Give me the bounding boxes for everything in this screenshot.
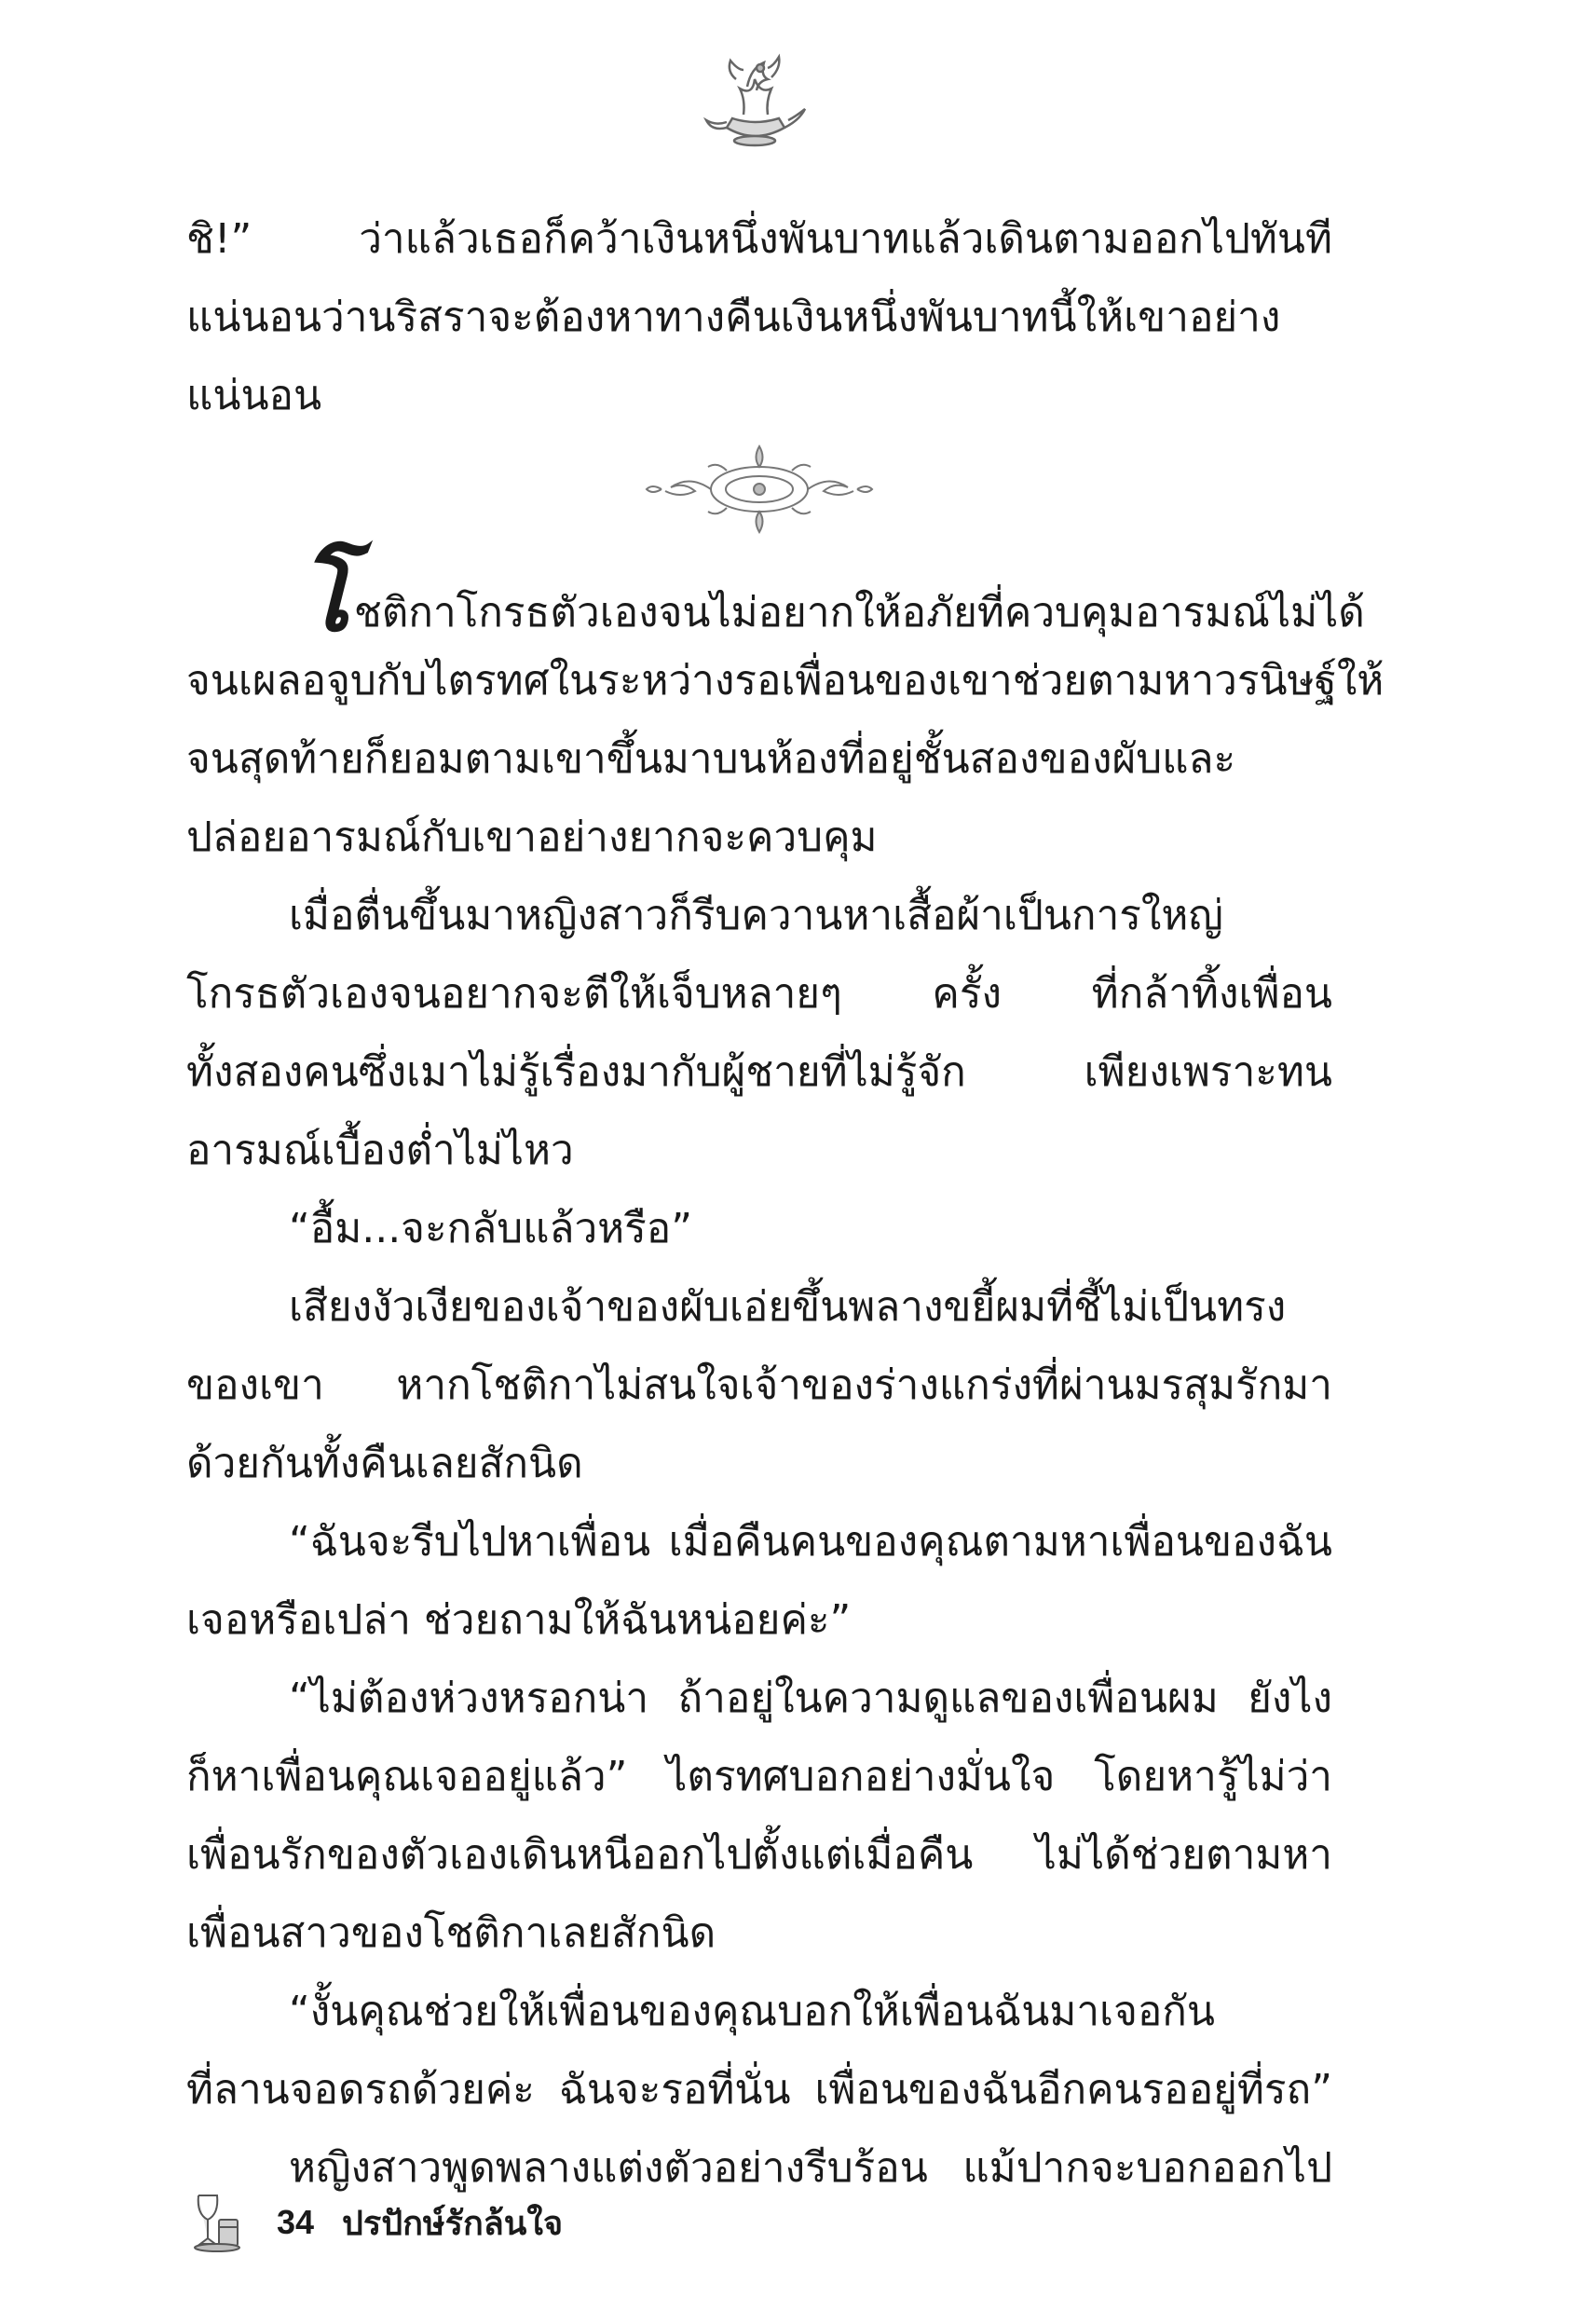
text-line: แน่นอนว่านริสราจะต้องหาทางคืนเงินหนึ่งพันบาทนี้ให้เขาอย่าง — [186, 294, 1281, 341]
genie-lamp-icon — [699, 51, 811, 154]
wine-glass-icon — [191, 2192, 243, 2253]
text-line: ชิ!” ว่าแล้วเธอก็คว้าเงินหนึ่งพันบาทแล้วเดินตามออกไปทันที — [186, 215, 1332, 263]
text-line: หญิงสาวพูดพลางแต่งตัวอย่างรีบร้อน แม้ปากจะบอกออกไป — [289, 2144, 1332, 2192]
main-paragraphs — [186, 539, 1385, 2208]
text-line: ที่ลานจอดรถด้วยค่ะ ฉันจะรอที่นั่น เพื่อนของฉันอีกคนรออยู่ที่รถ” — [186, 2066, 1332, 2113]
text-line: ทั้งสองคนซึ่งเมาไม่รู้เรื่องมากับผู้ชายที่ไม่รู้จัก เพียงเพราะทน — [186, 1048, 1332, 1096]
page-number: 34 — [277, 2203, 315, 2241]
drop-cap: โ — [298, 539, 350, 653]
text-line-first — [186, 539, 1365, 653]
text-line: “งั้นคุณช่วยให้เพื่อนของคุณบอกให้เพื่อนฉันมาเจอกัน — [289, 1988, 1215, 2035]
text-line: เมื่อตื่นขึ้นมาหญิงสาวก็รีบควานหาเสื้อผ้าเป็นการใหญ่ — [289, 892, 1223, 939]
flourish-divider-icon — [643, 433, 876, 545]
text-line: ก็หาเพื่อนคุณเจออยู่แล้ว” ไตรทศบอกอย่างมั่นใจ โดยหารู้ไม่ว่า — [186, 1753, 1332, 1800]
book-title: ปรปักษ์รักล้นใจ — [342, 2204, 564, 2243]
text-line: ปล่อยอารมณ์กับเขาอย่างยากจะควบคุม — [186, 814, 878, 861]
text-line: จนสุดท้ายก็ยอมตามเขาขึ้นมาบนห้องที่อยู่ชั้นสองของผับและ — [186, 735, 1236, 783]
text-line: จนเผลอจูบกับไตรทศในระหว่างรอเพื่อนของเขาช่วยตามหาวรนิษฐ์ให้ — [186, 657, 1385, 704]
text-line: ด้วยกันทั้งคืนเลยสักนิด — [186, 1440, 583, 1487]
text-line: ของเขา หากโชติกาไม่สนใจเจ้าของร่างแกร่งที่ผ่านมรสุมรักมา — [186, 1361, 1332, 1409]
text-line: โกรธตัวเองจนอยากจะตีให้เจ็บหลายๆ ครั้ง ที่กล้าทิ้งเพื่อน — [186, 970, 1332, 1018]
page-footer — [191, 2190, 563, 2255]
text-line: เสียงงัวเงียของเจ้าของผับเอ่ยขึ้นพลางขยี้ผมที่ชี้ไม่เป็นทรง — [289, 1283, 1287, 1331]
text-line: เพื่อนสาวของโชติกาเลยสักนิด — [186, 1909, 716, 1957]
paragraph-continuation — [186, 200, 1332, 435]
text-line: อารมณ์เบื้องต่ำไม่ไหว — [186, 1127, 574, 1174]
text-line: “ฉันจะรีบไปหาเพื่อน เมื่อคืนคนของคุณตามหาเพื่อนของฉัน — [289, 1518, 1332, 1566]
text-line: เพื่อนรักของตัวเองเดินหนีออกไปตั้งแต่เมื่อคืน ไม่ได้ช่วยตามหา — [186, 1831, 1332, 1879]
text-line: “อื้ม...จะกลับแล้วหรือ” — [289, 1205, 693, 1252]
text-line: “ไม่ต้องห่วงหรอกน่า ถ้าอยู่ในความดูแลของเพื่อนผม ยังไง — [289, 1675, 1332, 1722]
first-line-text: ชติกาโกรธตัวเองจนไม่อยากให้อภัยที่ควบคุมอารมณ์ไม่ได้ — [353, 589, 1365, 636]
text-line: แน่นอน — [186, 372, 322, 419]
text-line: เจอหรือเปล่า ช่วยถามให้ฉันหน่อยค่ะ” — [186, 1596, 852, 1644]
